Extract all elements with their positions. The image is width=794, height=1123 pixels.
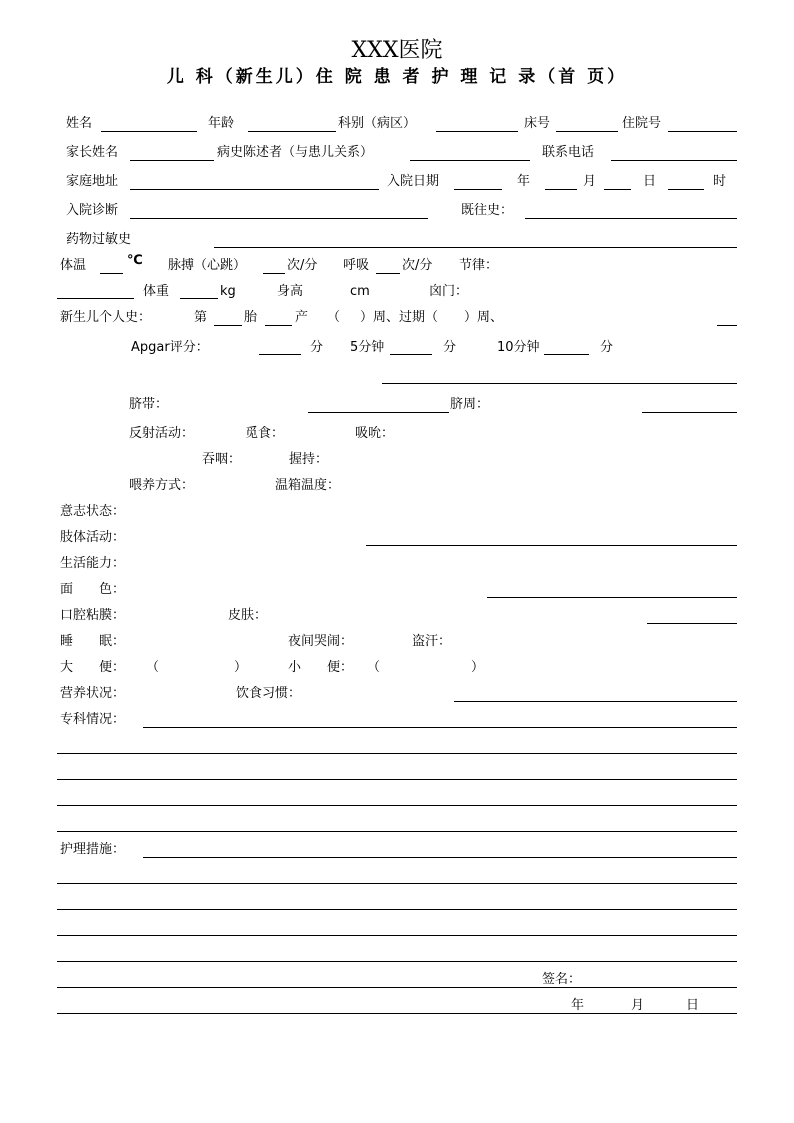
admit-day-label: 日: [643, 174, 657, 189]
urine-label: 小 便：: [288, 660, 354, 675]
stool-label: 大 便：: [60, 660, 126, 675]
periumbilical-field[interactable]: [642, 412, 737, 413]
weight-unit: kg: [220, 284, 236, 299]
apgar-note-field[interactable]: [382, 383, 737, 384]
sleep-label: 睡 眠：: [60, 634, 126, 649]
sign-date-line[interactable]: [57, 1013, 737, 1014]
chan-label: 产: [295, 310, 309, 325]
sign-month-label: 月: [631, 998, 645, 1013]
phone-field[interactable]: [611, 160, 737, 161]
night-cry-label: 夜间哭闹：: [288, 634, 354, 649]
apgar-10min-label: 10分钟: [497, 340, 540, 355]
stool-paren-close: ）: [234, 660, 248, 675]
rooting-label: 觅食：: [245, 426, 285, 441]
weight-field[interactable]: [180, 298, 218, 299]
allergy-label: 药物过敏史: [66, 232, 132, 247]
face-field[interactable]: [487, 597, 737, 598]
urine-paren-open: （: [367, 660, 381, 675]
sign-year-label: 年: [571, 998, 585, 1013]
nursing-line-3[interactable]: [57, 909, 737, 910]
oral-label: 口腔粘膜：: [60, 608, 126, 623]
diet-label: 饮食习惯：: [236, 686, 302, 701]
admit-day-field[interactable]: [604, 189, 631, 190]
parent-name-field[interactable]: [130, 160, 214, 161]
nursing-line-2[interactable]: [57, 883, 737, 884]
swallow-label: 吞咽：: [202, 452, 242, 467]
hospital-name: XXX医院: [351, 38, 443, 63]
celsius-unit: ℃: [127, 253, 143, 268]
bed-field[interactable]: [556, 131, 618, 132]
nursing-line-5[interactable]: [57, 961, 737, 962]
admit-year-label: 年: [517, 174, 531, 189]
sweat-label: 盗汗：: [412, 634, 452, 649]
diet-field[interactable]: [454, 701, 737, 702]
apgar-5min-unit: 分: [443, 340, 457, 355]
resp-unit: 次/分: [402, 258, 433, 273]
temp-field[interactable]: [100, 273, 123, 274]
admit-date-label: 入院日期: [387, 174, 440, 189]
specialty-line-3[interactable]: [57, 779, 737, 780]
umbilical-label: 脐带：: [129, 397, 169, 412]
fontanelle-label: 囟门：: [429, 284, 469, 299]
history-field[interactable]: [525, 218, 737, 219]
apgar-1min-field[interactable]: [259, 354, 301, 355]
admit-month-label: 月: [583, 174, 597, 189]
history-label: 既往史：: [461, 203, 514, 218]
specialty-label: 专科情况：: [60, 712, 126, 727]
birth-order-field[interactable]: [265, 325, 292, 326]
stool-paren-open: （: [146, 660, 160, 675]
informant-field[interactable]: [410, 160, 530, 161]
pulse-field[interactable]: [263, 273, 285, 274]
bed-label: 床号: [524, 116, 551, 131]
apgar-5min-field[interactable]: [390, 354, 432, 355]
nursing-line-4[interactable]: [57, 935, 737, 936]
name-label: 姓名: [66, 116, 93, 131]
temp-label: 体温: [60, 258, 87, 273]
overdue-end-label: ）周、: [464, 310, 504, 325]
weight-prefix-field[interactable]: [57, 298, 134, 299]
phone-label: 联系电话: [542, 145, 595, 160]
admission-no-label: 住院号: [622, 116, 662, 131]
sign-day-label: 日: [686, 998, 700, 1013]
skin-label: 皮肤：: [228, 608, 268, 623]
self-care-label: 生活能力：: [60, 556, 126, 571]
fetus-order-field[interactable]: [214, 325, 242, 326]
resp-field[interactable]: [376, 273, 400, 274]
name-field[interactable]: [101, 131, 197, 132]
pulse-unit: 次/分: [287, 258, 318, 273]
informant-label: 病史陈述者（与患儿关系）: [217, 145, 374, 160]
apgar-5min-label: 5分钟: [350, 340, 385, 355]
specialty-line-1[interactable]: [143, 727, 737, 728]
apgar-10min-unit: 分: [600, 340, 614, 355]
newborn-extra-field[interactable]: [717, 325, 737, 326]
specialty-line-4[interactable]: [57, 805, 737, 806]
diagnosis-field[interactable]: [130, 218, 428, 219]
consciousness-label: 意志状态：: [60, 504, 126, 519]
admit-hour-label: 时: [713, 174, 727, 189]
apgar-10min-field[interactable]: [544, 354, 589, 355]
limb-label: 肢体活动：: [60, 530, 126, 545]
newborn-history-label: 新生儿个人史：: [60, 310, 152, 325]
admit-year-field[interactable]: [454, 189, 502, 190]
age-label: 年龄: [208, 116, 235, 131]
parent-name-label: 家长姓名: [66, 145, 119, 160]
admit-hour-field[interactable]: [668, 189, 704, 190]
specialty-line-5[interactable]: [57, 831, 737, 832]
feeding-label: 喂养方式：: [129, 478, 195, 493]
gestation-paren-open: （: [327, 310, 341, 325]
signature-label: 签名：: [542, 972, 582, 987]
nursing-line-1[interactable]: [143, 857, 737, 858]
periumbilical-label: 脐周：: [450, 397, 490, 412]
apgar-1min-unit: 分: [310, 340, 324, 355]
grasp-label: 握持：: [289, 452, 329, 467]
admission-no-field[interactable]: [668, 131, 737, 132]
signature-line[interactable]: [57, 987, 737, 988]
dept-label: 科别（病区）: [338, 116, 417, 131]
nursing-label: 护理措施：: [60, 842, 126, 857]
pulse-label: 脉搏（心跳）: [168, 258, 247, 273]
apgar-label: Apgar评分：: [131, 340, 209, 355]
admit-month-field[interactable]: [545, 189, 577, 190]
address-field[interactable]: [130, 189, 379, 190]
di-label: 第: [194, 310, 208, 325]
diagnosis-label: 入院诊断: [66, 203, 119, 218]
face-label: 面 色：: [60, 582, 126, 597]
resp-label: 呼吸: [343, 258, 370, 273]
height-label: 身高: [277, 284, 304, 299]
sucking-label: 吸吮：: [355, 426, 395, 441]
weight-label: 体重: [143, 284, 170, 299]
specialty-line-2[interactable]: [57, 753, 737, 754]
age-field[interactable]: [248, 131, 336, 132]
skin-field[interactable]: [647, 623, 737, 624]
rhythm-label: 节律：: [459, 258, 499, 273]
height-unit: cm: [350, 284, 370, 299]
address-label: 家庭地址: [66, 174, 119, 189]
incubator-label: 温箱温度：: [275, 478, 341, 493]
umbilical-field[interactable]: [308, 412, 449, 413]
nutrition-label: 营养状况：: [60, 686, 126, 701]
form-title: 儿 科（新生儿）住 院 患 者 护 理 记 录（首 页）: [166, 67, 628, 87]
urine-paren-close: ）: [471, 660, 485, 675]
overdue-label: ）周、过期（: [360, 310, 439, 325]
dept-field[interactable]: [436, 131, 518, 132]
allergy-field[interactable]: [214, 247, 737, 248]
limb-field[interactable]: [366, 545, 737, 546]
reflex-label: 反射活动：: [129, 426, 195, 441]
tai-label: 胎: [244, 310, 258, 325]
